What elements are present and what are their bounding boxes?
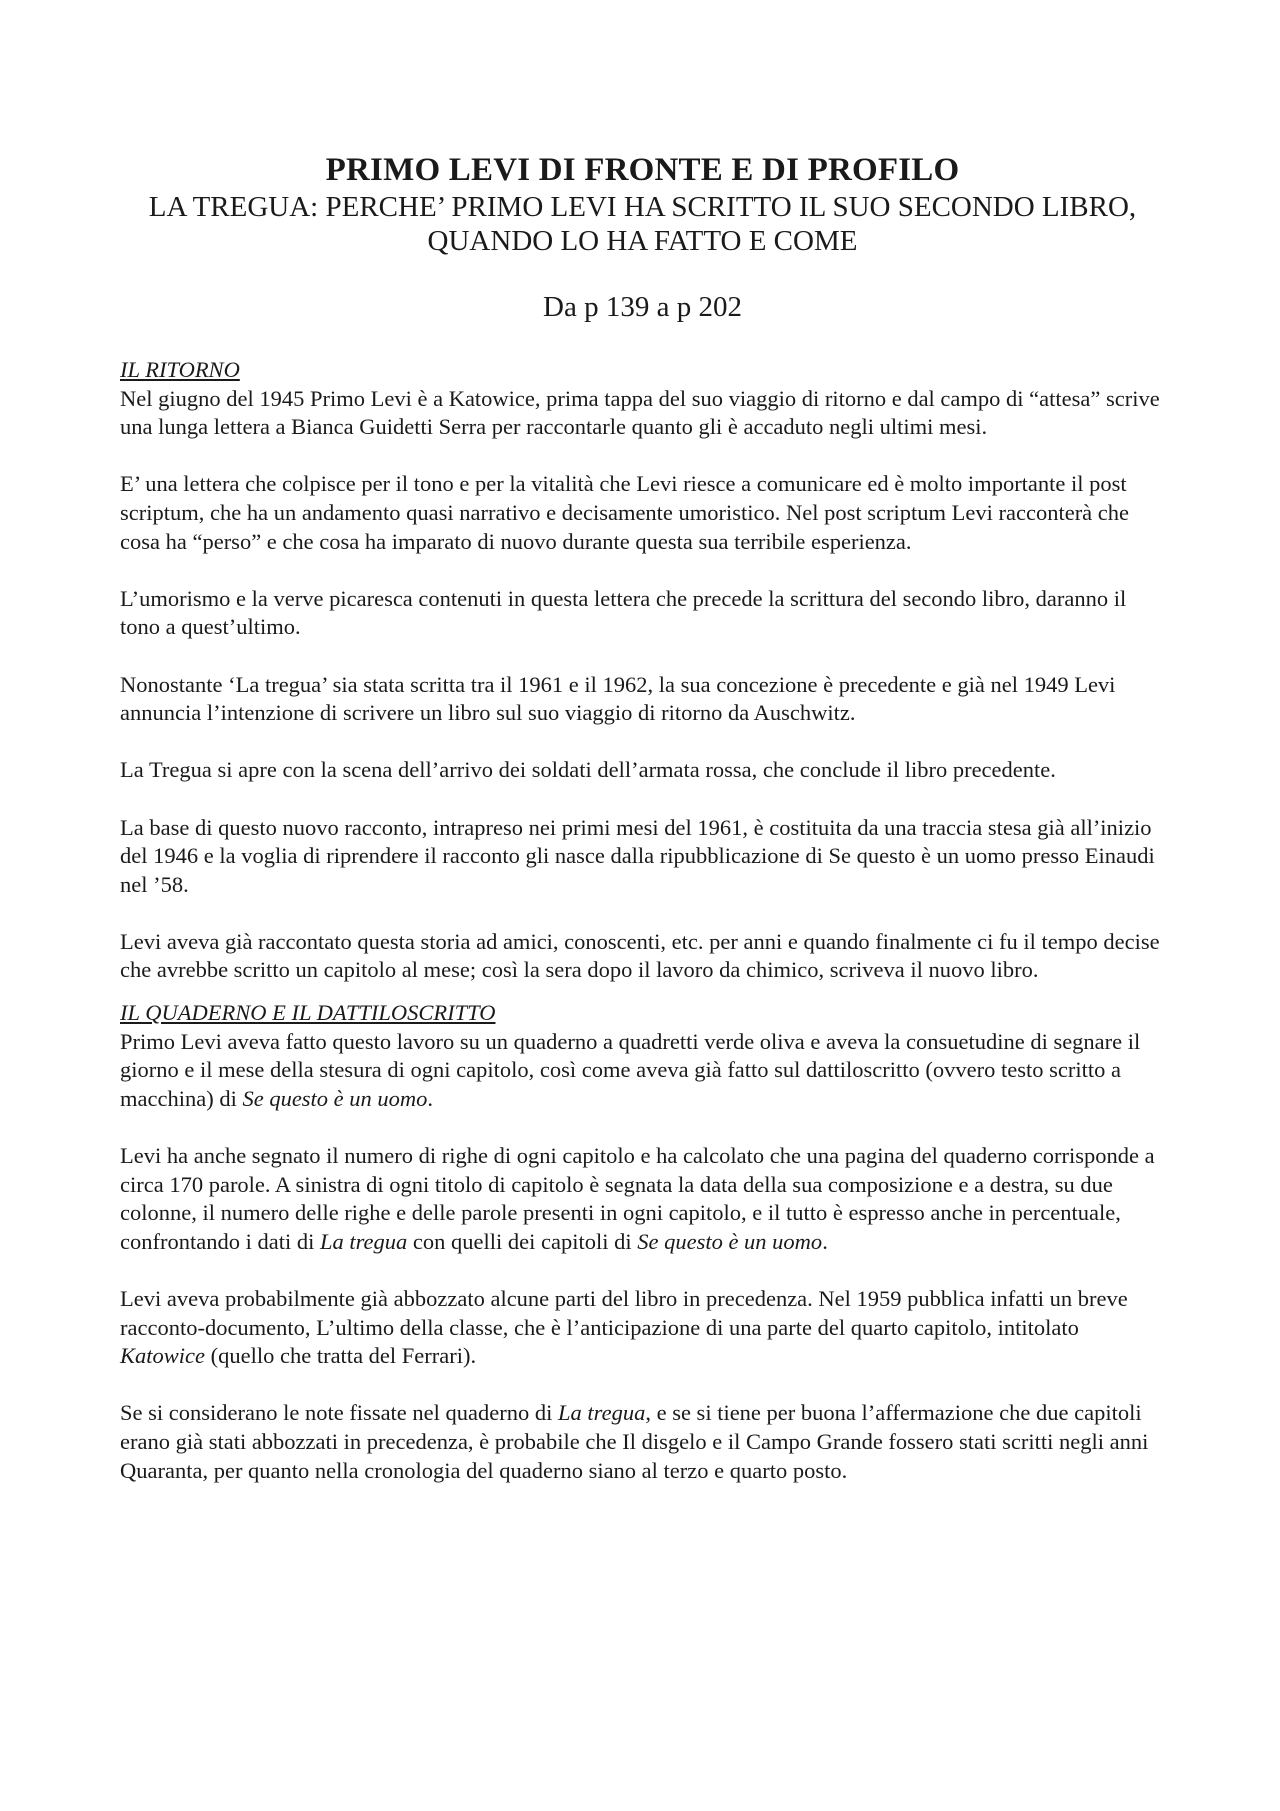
page-range: Da p 139 a p 202: [543, 291, 742, 323]
text-run: (quello che tratta del Ferrari).: [205, 1343, 477, 1369]
paragraph: La base di questo nuovo racconto, intrapreso nei primi mesi del 1961, è costituita da una traccia stesa già all’inizio del 1946 e la voglia di riprendere il racconto gli nasce dalla ripubblicazione di Se questo è un uomo presso Einaudi nel ’58.: [120, 814, 1155, 897]
paragraph: [120, 1142, 1165, 1256]
chapter-title-emphasis: Katowice: [120, 1343, 205, 1369]
paragraph: Levi aveva già raccontato questa storia ad amici, conoscenti, etc. per anni e quando finalmente ci fu il tempo decise che avrebbe scritto un capitolo al mese; così la sera dopo il lavoro da chimico, scriveva il nuovo libro.: [120, 928, 1160, 983]
book-title-emphasis: La tregua: [319, 1228, 408, 1254]
paragraph: Nel giugno del 1945 Primo Levi è a Katowice, prima tappa del suo viaggio di ritorno e dal campo di “attesa” scrive una lunga lettera a Bianca Guidetti Serra per raccontarle quanto gli è accaduto negli ultimi mesi.: [120, 385, 1160, 440]
paragraph: [120, 1399, 1165, 1485]
paragraph: L’umorismo e la verve picaresca contenuti in questa lettera che precede la scrittura del secondo libro, daranno il tono a quest’ultimo.: [120, 585, 1127, 640]
text-run: Levi ha anche segnato il numero di righe di ogni capitolo e ha calcolato che una pagina del quaderno corrisponde a circa 170 parole. A sinistra di ogni titolo di capitolo è segnata la data della sua composizione e a destra, su due colonne, il numero delle righe e delle parole presenti in ogni capitolo, e il tutto è espresso anche in percentuale, confrontando i dati di: [120, 1143, 1155, 1254]
section-quaderno-dattiloscritto: [120, 999, 1165, 1485]
paragraph: [120, 1028, 1165, 1114]
book-title-emphasis: Se questo è un uomo: [242, 1085, 428, 1111]
text-run: .: [822, 1228, 828, 1254]
document-subtitle-line-1: LA TREGUA: PERCHE’ PRIMO LEVI HA SCRITTO IL SUO SECONDO LIBRO,: [148, 191, 1137, 223]
text-run: Se si considerano le note fissate nel quaderno di: [120, 1400, 559, 1426]
section-heading-il-ritorno: IL RITORNO: [120, 357, 240, 382]
text-run: , e se si tiene per buona l’affermazione che due capitoli erano già stati abbozzati in precedenza, è probabile che Il disgelo e il Campo Grande fossero stati scritti negli anni Quaranta, per quanto nella cronologia del quaderno siano al terzo e quarto posto.: [120, 1400, 1149, 1483]
text-run: Levi aveva probabilmente già abbozzato alcune parti del libro in precedenza. Nel 1959 pubblica infatti un breve racconto-documento, L’ultimo della classe, che è l’anticipazione di una parte del quarto capitolo, intitolato: [120, 1286, 1128, 1340]
book-title-emphasis: Se questo è un uomo: [637, 1228, 823, 1254]
paragraph: Nonostante ‘La tregua’ sia stata scritta tra il 1961 e il 1962, la sua concezione è precedente e già nel 1949 Levi annuncia l’intenzione di scrivere un libro sul suo viaggio di ritorno da Auschwitz.: [120, 671, 1116, 726]
section-heading-quaderno-dattiloscritto: IL QUADERNO E IL DATTILOSCRITTO: [120, 1000, 496, 1026]
book-title-emphasis: La tregua: [558, 1400, 646, 1426]
text-run: con quelli dei capitoli di: [407, 1228, 638, 1254]
document-subtitle-line-2: QUANDO LO HA FATTO E COME: [427, 225, 858, 257]
paragraph: [120, 1285, 1165, 1371]
text-run: Primo Levi aveva fatto questo lavoro su un quaderno a quadretti verde oliva e aveva la consuetudine di segnare il giorno e il mese della stesura di ogni capitolo, così come aveva già fatto sul dattiloscritto (ovvero testo scritto a macchina) di: [120, 1028, 1141, 1111]
paragraph: E’ una lettera che colpisce per il tono e per la vitalità che Levi riesce a comunicare ed è molto importante il post scriptum, che ha un andamento quasi narrativo e decisamente umoristico. Nel post scriptum Levi racconterà che cosa ha “perso” e che cosa ha imparato di nuovo durante questa sua terribile esperienza.: [120, 471, 1130, 554]
document-title: PRIMO LEVI DI FRONTE E DI PROFILO: [325, 152, 960, 188]
text-run: .: [427, 1085, 434, 1111]
section-il-ritorno: [120, 356, 1165, 985]
paragraph: La Tregua si apre con la scena dell’arrivo dei soldati dell’armata rossa, che conclude il libro precedente.: [120, 757, 1056, 783]
